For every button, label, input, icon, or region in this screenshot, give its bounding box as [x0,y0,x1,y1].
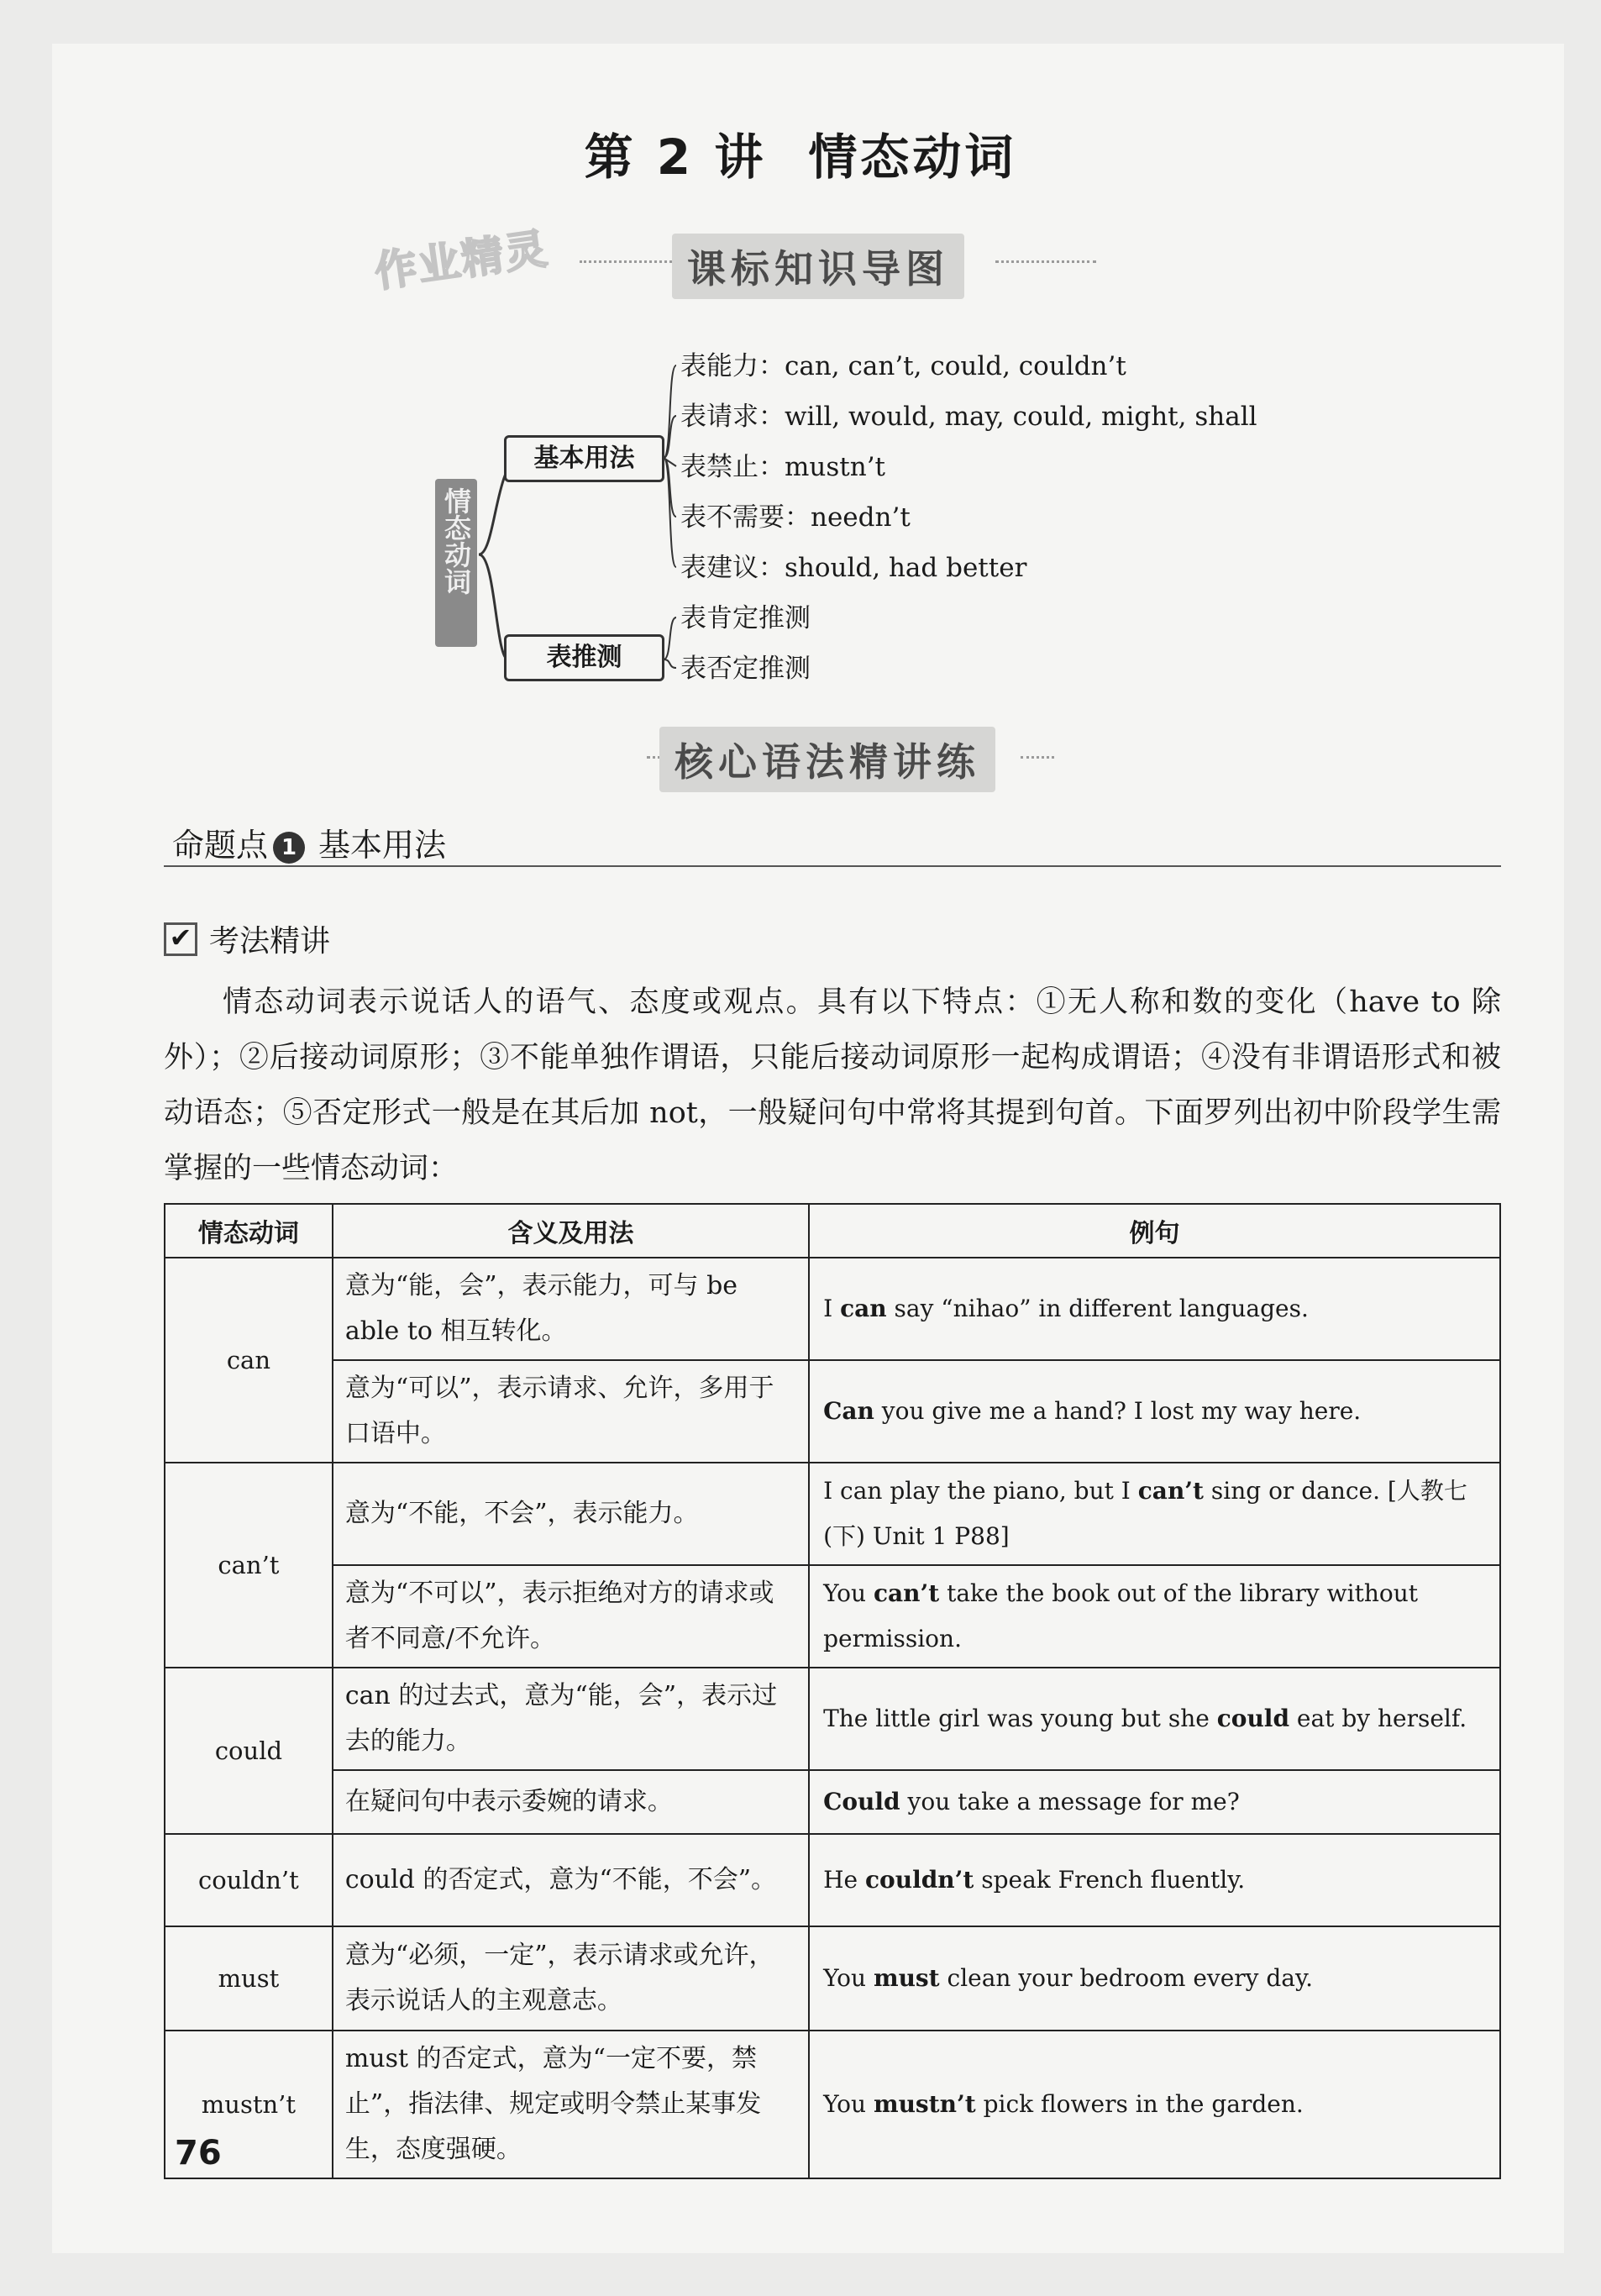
usage-cell: must 的否定式，意为“一定不要，禁止”，指法律、规定或明令禁止某事发生，态度强硬。 [333,2031,809,2178]
verb-cell: must [165,1926,333,2031]
example-cell: You can’t take the book out of the library without permission. [809,1565,1500,1668]
modal-verbs-table [164,1203,1501,2179]
example-cell: You must clean your bedroom every day. [809,1926,1500,2031]
table-header-row [165,1204,1500,1258]
mindmap-leaf: 表建议：should, had better [680,553,1027,583]
page-number: 76 [175,2134,222,2173]
banner-rule-right [995,260,1096,263]
usage-cell: 在疑问句中表示委婉的请求。 [333,1770,809,1834]
mindmap-branch-inference: 表推测 [504,634,664,681]
verb-cell: can [165,1258,333,1463]
section-banner-knowledge-map: 课标知识导图 [672,234,964,299]
table-row [165,1770,1500,1834]
mindmap-branch-basic: 基本用法 [504,435,664,482]
table-header: 含义及用法 [333,1204,809,1258]
example-cell: He couldn’t speak French fluently. [809,1834,1500,1926]
table-row [165,1463,1500,1565]
mindmap-leaf: 表禁止：mustn’t [680,452,886,482]
table-header: 情态动词 [165,1204,333,1258]
usage-cell: can 的过去式，意为“能，会”，表示过去的能力。 [333,1668,809,1770]
banner-rule-left [580,260,672,263]
table-row [165,1834,1500,1926]
lesson-name: 情态动词 [808,129,1017,186]
example-cell: You mustn’t pick flowers in the garden. [809,2031,1500,2178]
verb-cell: couldn’t [165,1834,333,1926]
sub-heading [164,917,330,960]
usage-cell: 意为“不可以”，表示拒绝对方的请求或者不同意/不允许。 [333,1565,809,1668]
topic-underline [164,865,1501,867]
banner-rule-right [1021,756,1054,759]
topic-heading [172,819,446,865]
mindmap-leaf: 表否定推测 [680,654,811,684]
mindmap-leaf: 表能力：can, can’t, could, couldn’t [680,351,1126,381]
usage-cell: 意为“必须，一定”，表示请求或允许，表示说话人的主观意志。 [333,1926,809,2031]
lesson-number: 第 2 讲 [584,129,767,186]
topic-number-badge: 1 [273,832,305,864]
table-row [165,1668,1500,1770]
checkbox-icon: ✔ [164,922,197,956]
mindmap-leaf: 表肯定推测 [680,603,811,633]
table-row [165,1360,1500,1463]
usage-cell: 意为“可以”，表示请求、允许，多用于口语中。 [333,1360,809,1463]
verb-cell: could [165,1668,333,1834]
table-row [165,2031,1500,2178]
mindmap-leaf: 表请求：will, would, may, could, might, shall [680,402,1257,432]
topic-prefix: 命题点 [172,827,269,864]
usage-cell: could 的否定式，意为“不能，不会”。 [333,1834,809,1926]
example-cell: Could you take a message for me? [809,1770,1500,1834]
mindmap-leaf: 表不需要：needn’t [680,502,911,533]
mindmap-root-label: 情态动词 [440,487,472,595]
verb-cell: can’t [165,1463,333,1668]
table-header: 例句 [809,1204,1500,1258]
verb-cell: mustn’t [165,2031,333,2178]
example-cell: I can say “nihao” in different languages. [809,1258,1500,1360]
usage-cell: 意为“不能，不会”，表示能力。 [333,1463,809,1565]
watermark-logo: 作业精灵 [371,223,552,297]
lesson-title [0,118,1601,188]
intro-paragraph: 情态动词表示说话人的语气、态度或观点。具有以下特点：①无人称和数的变化（have to 除外）；②后接动词原形；③不能单独作谓语，只能后接动词原形一起构成谓语；④没有非谓语形式和被动语态；⑤否定形式一般是在其后加 not，一般疑问句中常将其提到句首。下面罗列出初中阶段学生需掌握的一些情态动词： [164,985,1501,1185]
table-row [165,1258,1500,1360]
example-cell: The little girl was young but she could eat by herself. [809,1668,1500,1770]
section-banner-core-grammar: 核心语法精讲练 [659,727,995,792]
table-row [165,1926,1500,2031]
example-cell: I can play the piano, but I can’t sing or dance. [人教七(下) Unit 1 P88] [809,1463,1500,1565]
table-row [165,1565,1500,1668]
example-cell: Can you give me a hand? I lost my way here. [809,1360,1500,1463]
topic-name: 基本用法 [318,827,447,864]
sub-heading-label: 考法精讲 [209,924,331,959]
usage-cell: 意为“能，会”，表示能力，可与 be able to 相互转化。 [333,1258,809,1360]
